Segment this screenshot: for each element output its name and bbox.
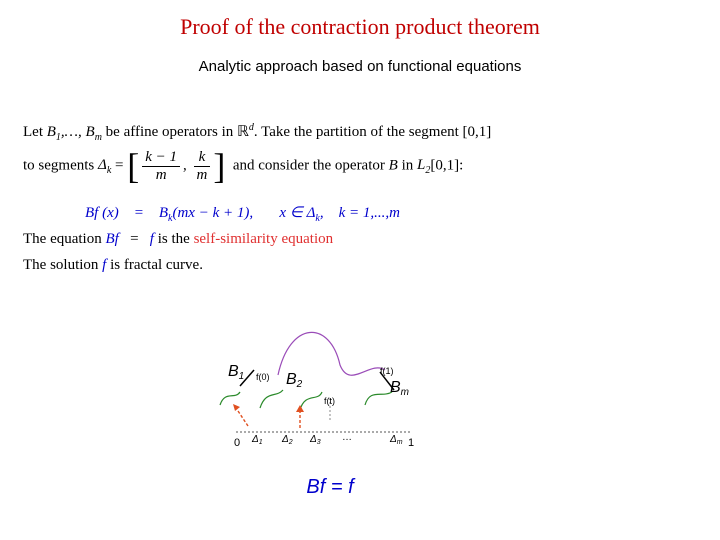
space-rd: ℝ$^d$ xyxy=(237,122,254,140)
eq-range: k = 1,...,m xyxy=(338,205,400,221)
sub-curve-3 xyxy=(300,392,322,410)
text-colon: : xyxy=(459,157,464,174)
text-be-affine: be affine operators in xyxy=(105,124,234,140)
text-take-partition: . Take the partition of the segment xyxy=(253,124,459,140)
text-is-fractal: is fractal curve. xyxy=(110,257,203,273)
fractal-diagram xyxy=(200,320,430,450)
eq-rhs: $B_k$ xyxy=(158,205,173,224)
text-to-segments: to segments xyxy=(23,157,95,174)
label-deltam: $\Delta_m$ xyxy=(390,434,403,446)
label-bm: Bm xyxy=(390,379,410,398)
text-let: Let xyxy=(23,124,43,140)
eq2-sign: = xyxy=(130,231,139,247)
f-symbol: f xyxy=(149,231,154,247)
text-is-the: is the xyxy=(157,231,190,247)
label-f1: f(1) xyxy=(380,366,394,376)
f-symbol-2: f xyxy=(102,257,107,273)
operator-b: B xyxy=(388,157,398,174)
label-dots: … xyxy=(342,432,352,443)
delta-k: $\Delta_k$ xyxy=(98,157,112,177)
label-ft: f(t) xyxy=(324,396,335,406)
eq-lhs: Bf (x) xyxy=(85,205,119,221)
label-one: 1 xyxy=(408,437,415,449)
label-b1: B1 xyxy=(228,363,245,382)
text-the-equation: The equation xyxy=(23,231,102,247)
arrowhead-2 xyxy=(296,405,304,412)
line-segments: to segments $\Delta_k$ = [ $\frac{k - 1}{m}$ , $\frac{k}{m}$ ] and consider the operator B in $L_2[0,1]$: xyxy=(23,146,464,186)
line-affine-operators xyxy=(23,122,491,143)
text-and-consider: and consider the operator xyxy=(232,157,385,174)
fraction-lower: $\frac{k - 1}{m}$ xyxy=(142,149,180,184)
text-interval: [0,1] xyxy=(430,157,460,174)
fractal-curve xyxy=(278,332,385,375)
bf-symbol: Bf xyxy=(105,231,119,247)
sub-curve-m xyxy=(365,392,392,405)
sub-curve-2 xyxy=(260,390,283,408)
eq-sign: = xyxy=(133,205,144,221)
text-the-solution: The solution xyxy=(23,257,99,273)
sub-curve-1 xyxy=(220,392,240,405)
space-l2: $L_2$ xyxy=(416,157,431,177)
page-subtitle: Analytic approach based on functional equations xyxy=(198,58,522,75)
line-solution xyxy=(23,257,203,274)
bottom-equation: Bf = f xyxy=(306,476,354,498)
label-delta2: $\Delta_2$ xyxy=(282,434,293,446)
label-f0: f(0) xyxy=(256,372,270,382)
text-segment: [0,1] xyxy=(462,124,492,140)
label-zero: 0 xyxy=(234,437,241,449)
functional-equation xyxy=(85,203,400,224)
dashed-arrow-1 xyxy=(236,408,248,426)
label-b2: B2 xyxy=(286,371,303,390)
page-title: Proof of the contraction product theorem xyxy=(180,14,540,39)
self-similarity-label: self-similarity equation xyxy=(193,231,334,247)
text-in: in xyxy=(401,157,414,174)
operators-list: $B_1,\dots$, $B_m$ xyxy=(46,124,102,143)
line-equation xyxy=(23,231,333,248)
eq-cond: x ∈ $\Delta_k$, xyxy=(279,205,324,224)
label-delta1: $\Delta_1$ xyxy=(252,434,263,446)
arrowhead-1 xyxy=(233,404,240,411)
fraction-upper: $\frac{k}{m}$ xyxy=(194,149,211,184)
label-delta3: $\Delta_3$ xyxy=(310,434,321,446)
eq-arg: (mx − k + 1), xyxy=(172,205,254,221)
